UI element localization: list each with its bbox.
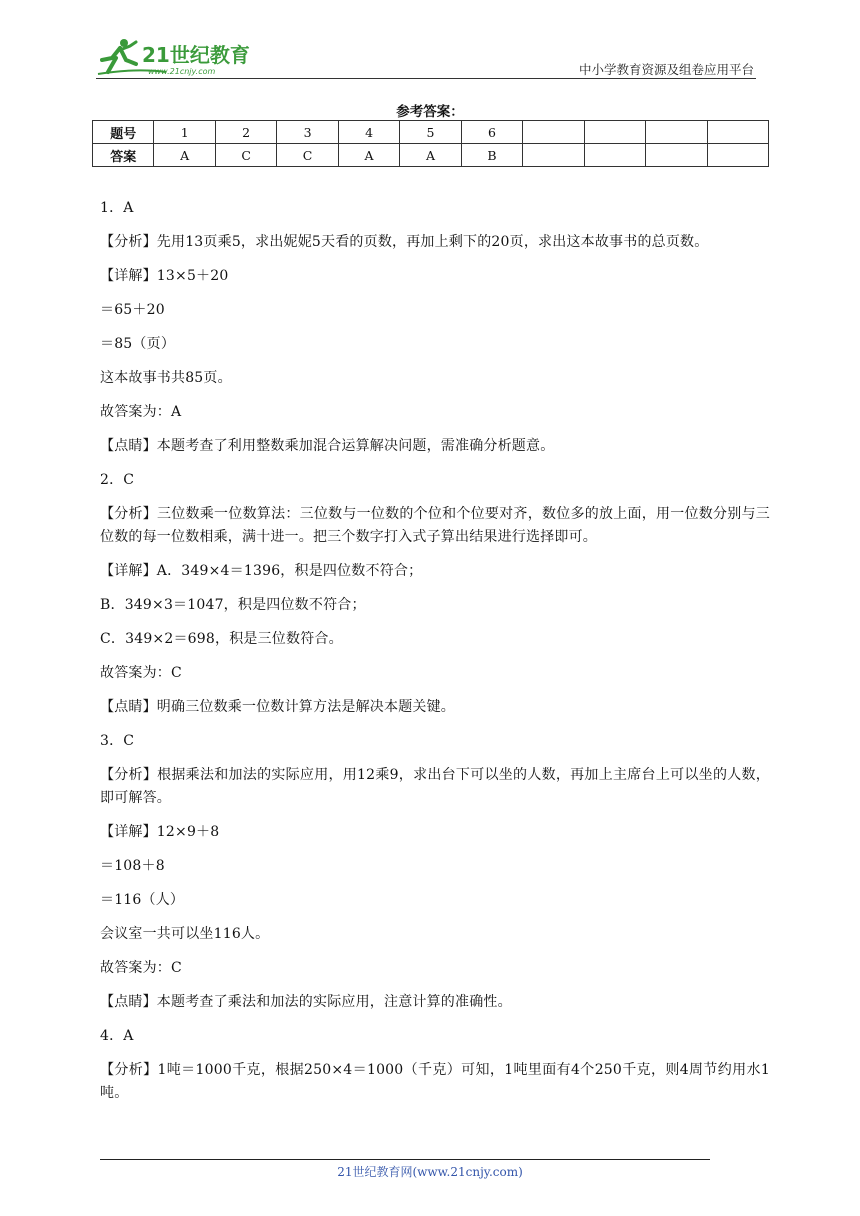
answer-cell xyxy=(646,144,707,167)
answer-table xyxy=(92,120,769,167)
question-number: 2．C xyxy=(100,472,135,488)
answer-cell xyxy=(707,144,768,167)
header-divider xyxy=(96,78,756,79)
comment: 【点睛】本题考查了利用整数乘加混合运算解决问题，需准确分析题意。 xyxy=(100,438,555,454)
number-cell: 5 xyxy=(400,121,461,144)
solution: 【详解】A．349×4＝1396，积是四位数不符合； xyxy=(100,563,423,579)
footer-link[interactable]: 21世纪教育网(www.21cnjy.com) xyxy=(337,1165,523,1179)
number-cell: 1 xyxy=(154,121,215,144)
solution-step: ＝108＋8 xyxy=(100,858,165,874)
question-number: 1．A xyxy=(100,200,134,216)
number-cell: 3 xyxy=(277,121,338,144)
answer-row xyxy=(93,144,769,167)
answer-cell: A xyxy=(154,144,215,167)
logo xyxy=(96,36,266,80)
solution-step: C．349×2＝698，积是三位数符合。 xyxy=(100,631,343,647)
answer-cell: A xyxy=(338,144,399,167)
solution-step: ＝116（人） xyxy=(100,892,185,908)
final-answer: 故答案为：A xyxy=(100,404,182,420)
number-cell: 4 xyxy=(338,121,399,144)
solution-step: ＝65＋20 xyxy=(100,302,165,318)
answer-cell xyxy=(584,144,645,167)
answer-cell xyxy=(523,144,584,167)
analysis: 【分析】根据乘法和加法的实际应用，用12乘9，求出台下可以坐的人数，再加上主席台上可以坐的人数，即可解答。 xyxy=(100,767,770,806)
question-number: 4．A xyxy=(100,1028,134,1044)
analysis: 【分析】先用13页乘5，求出妮妮5天看的页数，再加上剩下的20页，求出这本故事书的总页数。 xyxy=(100,234,709,250)
platform-name: 中小学教育资源及组卷应用平台 xyxy=(578,62,754,77)
logo-text: 21世纪教育 xyxy=(142,43,250,67)
number-cell: 2 xyxy=(215,121,276,144)
number-cell: 6 xyxy=(461,121,522,144)
footer-divider xyxy=(100,1159,710,1160)
comment: 【点睛】明确三位数乘一位数计算方法是解决本题关键。 xyxy=(100,699,455,715)
analysis: 【分析】1吨＝1000千克，根据250×4＝1000（千克）可知，1吨里面有4个250千克，则4周节约用水1吨。 xyxy=(100,1062,770,1101)
page-header xyxy=(0,0,860,82)
comment: 【点睛】本题考查了乘法和加法的实际应用，注意计算的准确性。 xyxy=(100,994,512,1010)
number-cell xyxy=(523,121,584,144)
answer-cell: C xyxy=(215,144,276,167)
number-row-label: 题号 xyxy=(93,121,154,144)
answer-cell: B xyxy=(461,144,522,167)
solution: 【详解】13×5＋20 xyxy=(100,268,229,284)
number-cell xyxy=(646,121,707,144)
number-cell xyxy=(707,121,768,144)
solution: 【详解】12×9＋8 xyxy=(100,824,220,840)
number-row xyxy=(93,121,769,144)
solutions-body xyxy=(100,197,770,1116)
answer-title: 参考答案： xyxy=(396,104,464,120)
logo-graphic xyxy=(96,36,266,80)
number-cell xyxy=(584,121,645,144)
solution-step: ＝85（页） xyxy=(100,336,176,352)
answer-cell: C xyxy=(277,144,338,167)
logo-url: www.21cnjy.com xyxy=(148,67,216,76)
answer-row-label: 答案 xyxy=(93,144,154,167)
final-answer: 故答案为：C xyxy=(100,665,182,681)
conclusion: 这本故事书共85页。 xyxy=(100,370,232,386)
answer-cell: A xyxy=(400,144,461,167)
question-number: 3．C xyxy=(100,733,135,749)
analysis: 【分析】三位数乘一位数算法：三位数与一位数的个位和个位要对齐，数位多的放上面，用一位数分别与三位数的每一位数相乘，满十进一。把三个数字打入式子算出结果进行选择即可。 xyxy=(100,506,770,545)
conclusion: 会议室一共可以坐116人。 xyxy=(100,926,270,942)
solution-step: B．349×3＝1047，积是四位数不符合； xyxy=(100,597,366,613)
final-answer: 故答案为：C xyxy=(100,960,182,976)
